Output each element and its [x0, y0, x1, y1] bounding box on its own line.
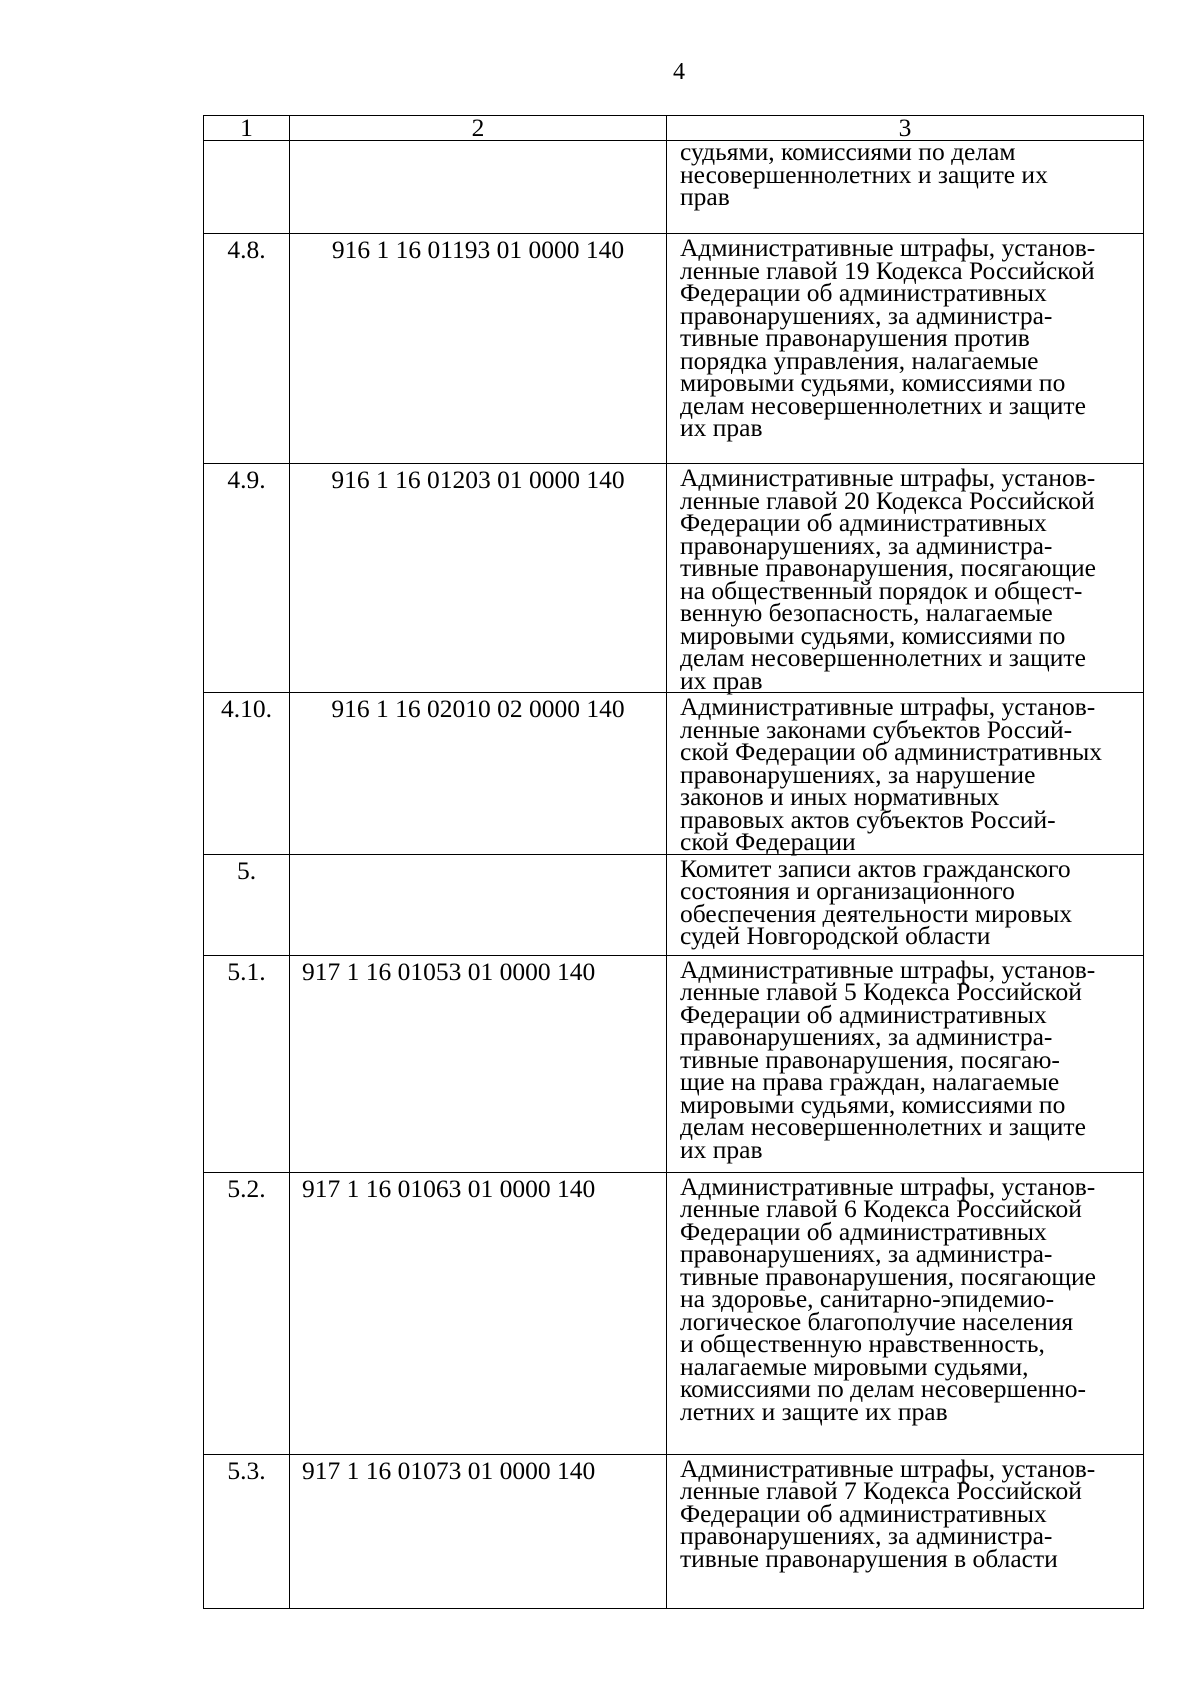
description-line: Административные штрафы, установ-: [680, 463, 1096, 492]
budget-code-cell: 916 1 16 02010 02 0000 140: [290, 693, 667, 855]
description-line: правонарушениях, за администра-: [680, 1022, 1053, 1051]
budget-code-cell: 917 1 16 01073 01 0000 140: [290, 1454, 667, 1608]
description-line: судей Новгородской области: [680, 921, 991, 950]
description-line: щие на права граждан, налагаемые: [680, 1067, 1060, 1096]
description-line: делам несовершеннолетних и защите: [680, 390, 1086, 420]
description-line: летних и защите их прав: [680, 1396, 948, 1426]
table-row: [204, 854, 1144, 955]
description-line: правонарушениях, за администра-: [680, 530, 1053, 560]
page-number: 4: [673, 59, 685, 85]
description-line: их прав: [680, 1134, 763, 1164]
description-cell: [667, 464, 1144, 693]
description-line: ленные главой 6 Кодекса Российской: [680, 1194, 1082, 1223]
description-line: правонарушениях, за нарушение: [680, 759, 1036, 789]
budget-code-cell: 916 1 16 01193 01 0000 140: [290, 234, 667, 464]
budget-code-cell: 916 1 16 01203 01 0000 140: [290, 464, 667, 693]
table-row-continuation: [204, 141, 1144, 234]
description-line: ленные законами субъектов Россий-: [680, 714, 1073, 744]
description-line: судьями, комиссиями по делам: [680, 137, 1016, 166]
description-line: состояния и организационного: [680, 876, 1015, 905]
description-line: правонарушениях, за администра-: [680, 1521, 1053, 1550]
description-line: тивные правонарушения, посягаю-: [680, 1044, 1060, 1074]
column-header-1: 1: [204, 116, 290, 141]
description-line: прав: [680, 182, 730, 211]
description-line: Федерации об административных: [680, 1498, 1047, 1528]
description-line: их прав: [680, 413, 763, 442]
description-line: ленные главой 20 Кодекса Российской: [680, 485, 1095, 515]
description-cell: [667, 234, 1144, 464]
continuation-num-cell: [204, 141, 290, 234]
description-cell: [667, 854, 1144, 955]
description-line: их прав: [680, 665, 763, 695]
description-line: логическое благополучие населения: [680, 1306, 1074, 1336]
continuation-description-cell: [667, 137, 1144, 234]
description-line: Комитет записи актов гражданского: [680, 853, 1071, 883]
description-line: делам несовершеннолетних и защите: [680, 1112, 1086, 1141]
table-row: [204, 464, 1144, 693]
description-line: Федерации об административных: [680, 508, 1047, 537]
description-line: законов и иных нормативных: [680, 782, 1000, 811]
column-header-3: 3: [667, 116, 1144, 141]
table-row: [204, 1172, 1144, 1454]
description-line: тивные правонарушения против: [680, 323, 1030, 352]
description-line: Административные штрафы, установ-: [680, 1453, 1096, 1483]
description-line: Федерации об административных: [680, 278, 1047, 307]
description-line: ленные главой 19 Кодекса Российской: [680, 255, 1095, 285]
description-line: ленные главой 5 Кодекса Российской: [680, 977, 1082, 1006]
description-line: мировыми судьями, комиссиями по: [680, 1089, 1066, 1119]
description-cell: [667, 955, 1144, 1172]
description-line: на здоровье, санитарно-эпидемио-: [680, 1284, 1055, 1313]
budget-code-cell: [290, 854, 667, 955]
description-line: Федерации об административных: [680, 1216, 1047, 1246]
description-line: мировыми судьями, комиссиями по: [680, 620, 1066, 650]
description-line: несовершеннолетних и защите их: [680, 159, 1048, 189]
table-row: [204, 234, 1144, 464]
row-number-cell: 5.3.: [204, 1454, 290, 1608]
description-line: и общественную нравственность,: [680, 1329, 1045, 1358]
row-number-cell: 4.10.: [204, 693, 290, 855]
description-line: Административные штрафы, установ-: [680, 1171, 1096, 1201]
description-line: мировыми судьями, комиссиями по: [680, 368, 1066, 397]
description-cell: [667, 693, 1144, 855]
continuation-code-cell: [290, 141, 667, 234]
table-row: [204, 1454, 1144, 1608]
description-line: комиссиями по делам несовершенно-: [680, 1374, 1087, 1403]
description-line: правовых актов субъектов Россий-: [680, 804, 1056, 834]
document-table: [203, 115, 1144, 1609]
table-row: [204, 955, 1144, 1172]
description-line: правонарушениях, за администра-: [680, 300, 1053, 330]
description-cell: [667, 1172, 1144, 1454]
description-line: венную безопасность, налагаемые: [680, 598, 1053, 627]
description-line: ской Федерации: [680, 827, 856, 856]
description-line: на общественный порядок и общест-: [680, 575, 1083, 605]
description-line: Федерации об административных: [680, 999, 1047, 1029]
description-cell: [667, 1454, 1144, 1608]
description-line: Административные штрафы, установ-: [680, 954, 1096, 984]
row-number-cell: 4.8.: [204, 234, 290, 464]
row-number-cell: 5.1.: [204, 955, 290, 1172]
description-line: ской Федерации об административных: [680, 737, 1102, 766]
description-line: тивные правонарушения, посягающие: [680, 553, 1096, 582]
description-line: порядка управления, налагаемые: [680, 345, 1039, 375]
row-number-cell: 5.: [204, 854, 290, 955]
description-line: тивные правонарушения в области: [680, 1543, 1058, 1573]
budget-code-cell: 917 1 16 01053 01 0000 140: [290, 955, 667, 1172]
description-line: Административные штрафы, установ-: [680, 692, 1096, 721]
description-line: Административные штрафы, установ-: [680, 233, 1096, 262]
description-line: тивные правонарушения, посягающие: [680, 1261, 1096, 1291]
table-row: [204, 693, 1144, 855]
row-number-cell: 4.9.: [204, 464, 290, 693]
column-header-2: 2: [290, 116, 667, 141]
description-line: налагаемые мировыми судьями,: [680, 1351, 1029, 1381]
budget-code-cell: 917 1 16 01063 01 0000 140: [290, 1172, 667, 1454]
description-line: правонарушениях, за администра-: [680, 1239, 1053, 1268]
description-line: ленные главой 7 Кодекса Российской: [680, 1476, 1082, 1505]
description-line: обеспечения деятельности мировых: [680, 898, 1073, 928]
description-line: делам несовершеннолетних и защите: [680, 643, 1086, 672]
row-number-cell: 5.2.: [204, 1172, 290, 1454]
